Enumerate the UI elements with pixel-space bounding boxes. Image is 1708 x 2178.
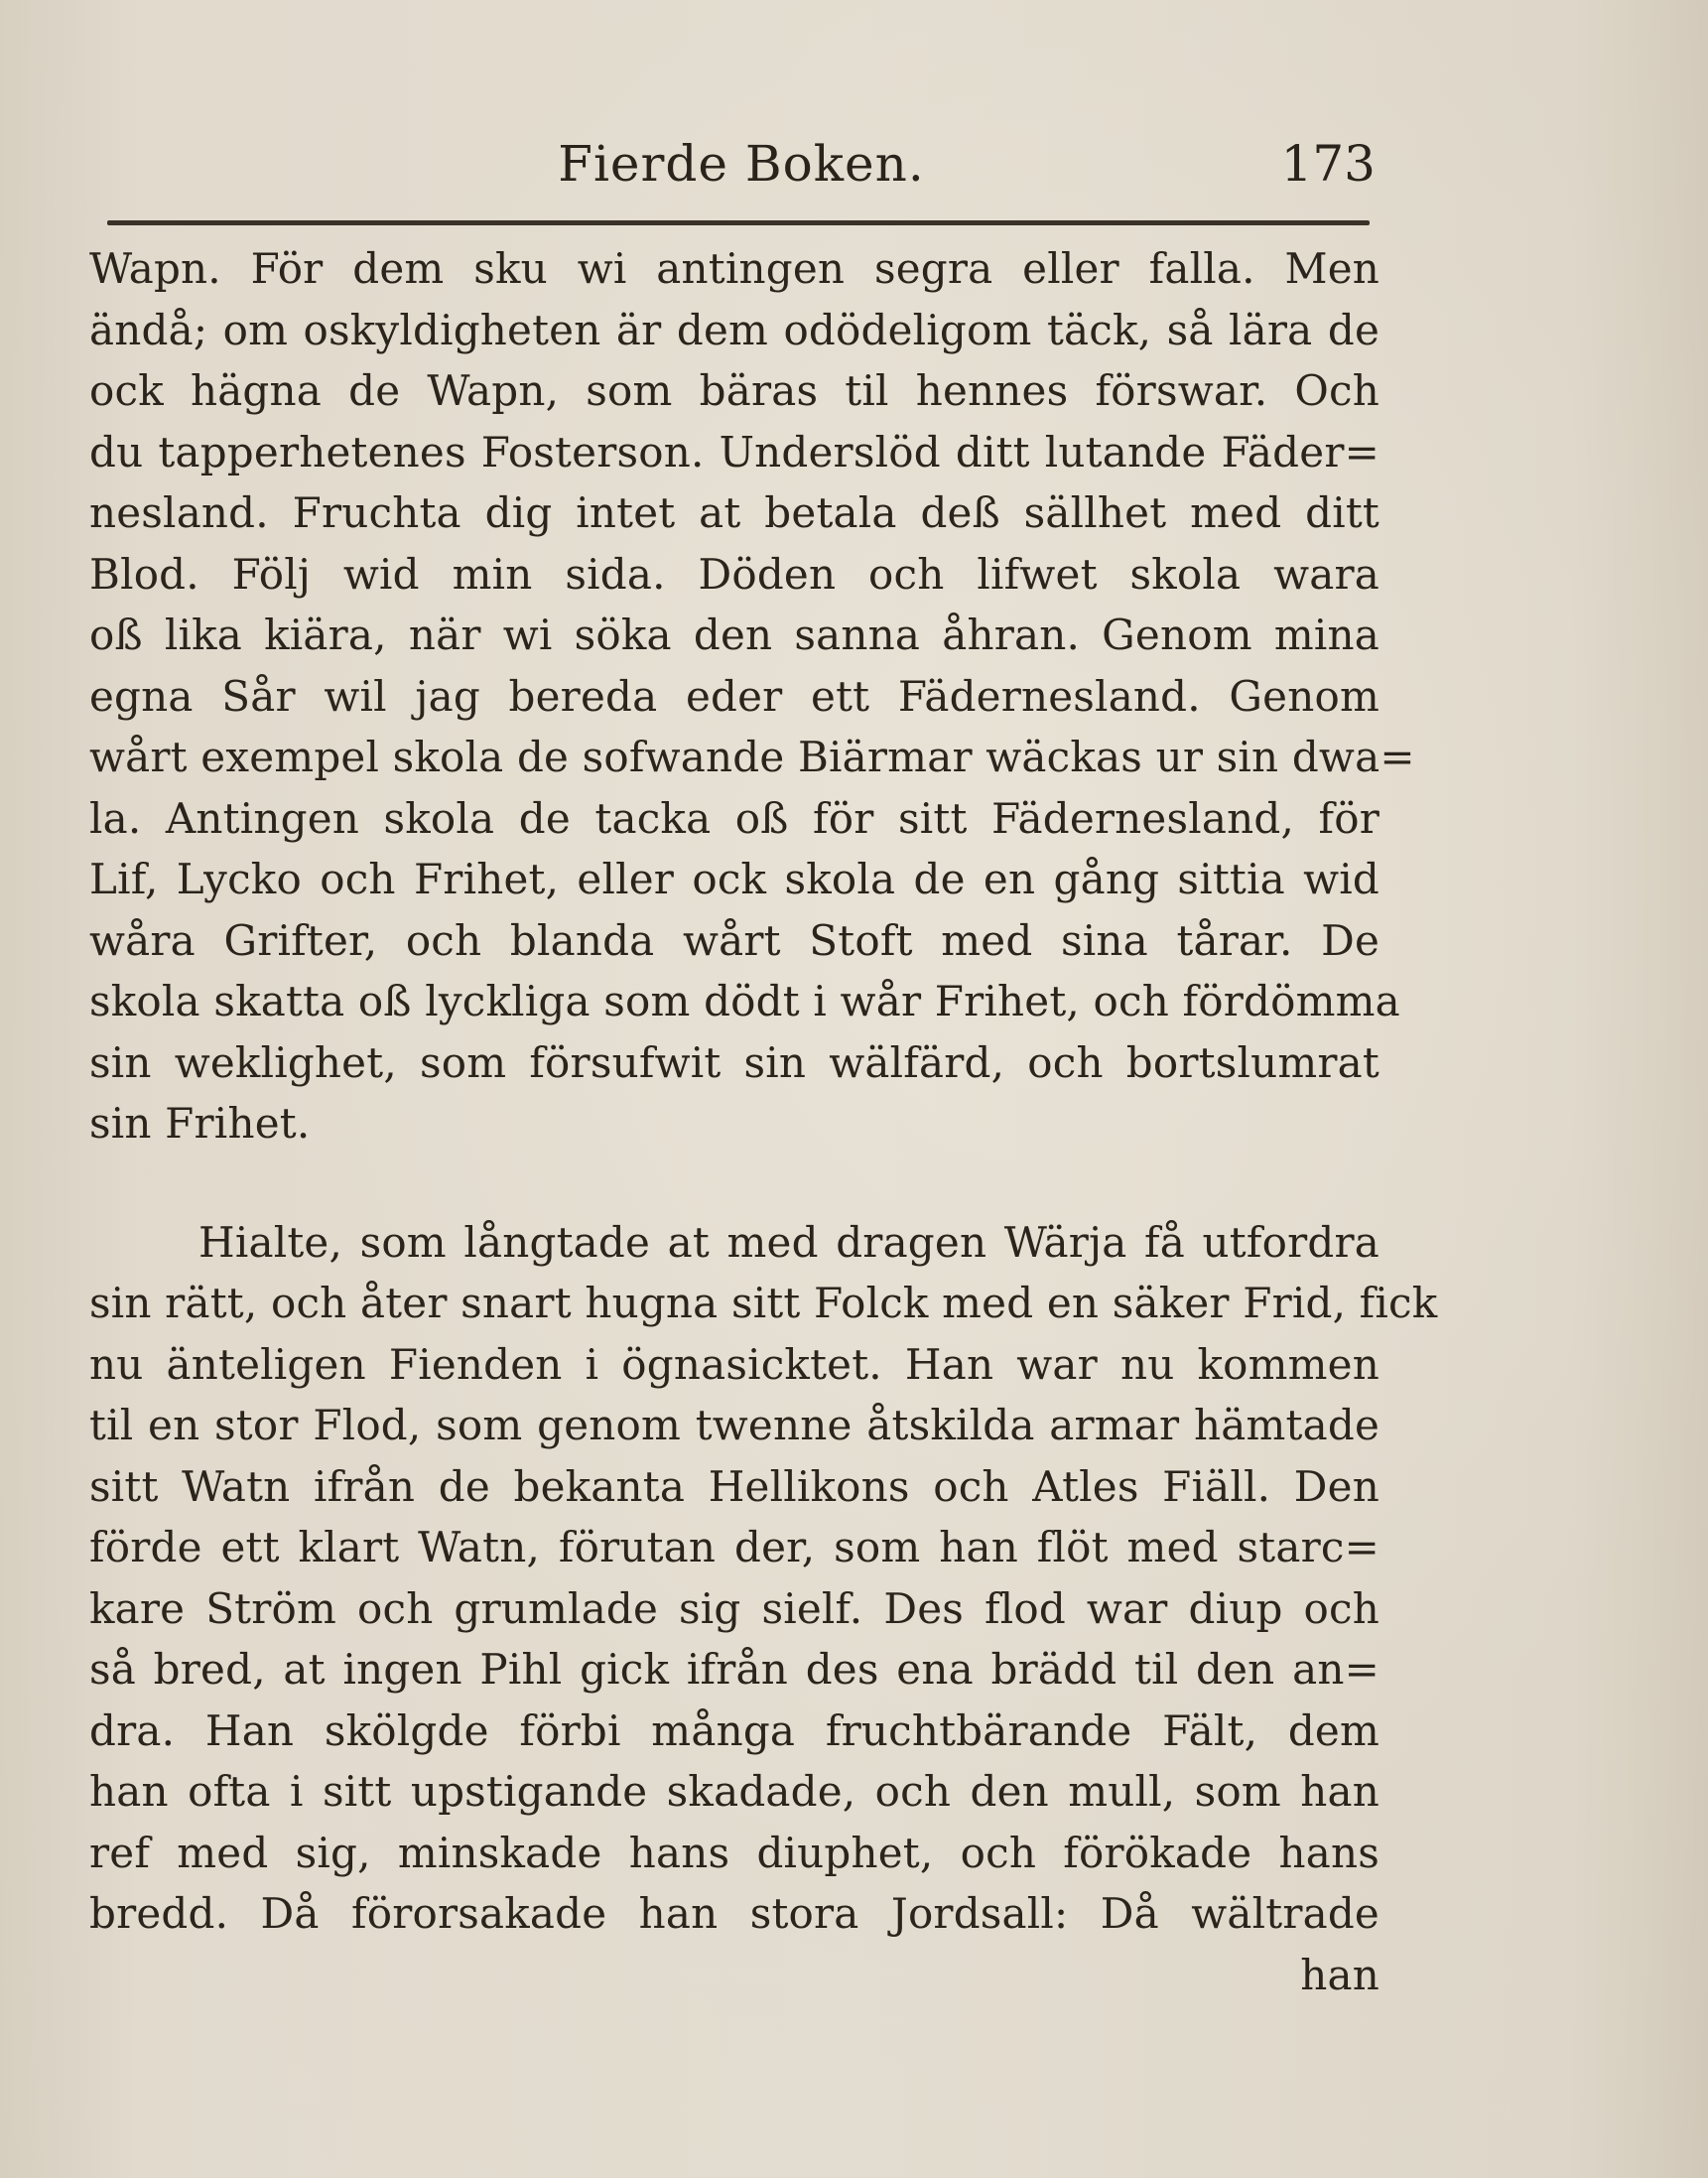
text-line: skola skatta oß lyckliga som dödt i wår Frihet, och fördömma	[89, 977, 1400, 1025]
text-line: til en stor Flod, som genom twenne åtskilda armar hämtade	[89, 1401, 1380, 1449]
text-line: Wapn. För dem sku wi antingen segra eller falla. Men	[89, 244, 1380, 293]
text-line: oß lika kiära, när wi söka den sanna åhran. Genom mina	[89, 611, 1380, 659]
text-line: sin weklighet, som försufwit sin wälfärd, och bortslumrat	[89, 1037, 1380, 1087]
text-line: la. Antingen skola de tacka oß för sitt Fädernesland, för	[89, 793, 1380, 843]
text-line: wåra Grifter, och blanda wårt Stoft med sina tårar. De	[89, 915, 1380, 965]
page-number: 173	[1280, 135, 1376, 193]
text-line: du tapperhetenes Fosterson. Underslöd ditt lutande Fäder=	[89, 427, 1380, 476]
text-line: han ofta i sitt upstigande skadade, och den mull, som han	[89, 1767, 1380, 1816]
text-line: Blod. Följ wid min sida. Döden och lifwet skola wara	[89, 549, 1380, 599]
text-line: ock hägna de Wapn, som bäras til hennes förswar. Och	[89, 366, 1380, 415]
text-line: kare Ström och grumlade sig sielf. Des flod war diup och	[89, 1583, 1380, 1633]
paragraph-1	[89, 238, 1415, 1155]
text-line: ändå; om oskyldigheten är dem odödeligom täck, så lära de	[89, 305, 1380, 354]
paragraph-2	[89, 1212, 1438, 1945]
text-line: Lif, Lycko och Frihet, eller ock skola de en gång sittia wid	[89, 855, 1380, 903]
running-head: Fierde Boken.	[558, 135, 925, 193]
header-rule	[107, 220, 1370, 225]
text-line: nesland. Fruchta dig intet at betala deß sällhet med ditt	[89, 488, 1380, 537]
text-line: wårt exempel skola de sofwande Biärmar wäckas ur sin dwa=	[89, 733, 1415, 781]
text-line: sitt Watn ifrån de bekanta Hellikons och Atles Fiäll. Den	[89, 1461, 1380, 1511]
text-line: Hialte, som långtade at med dragen Wärja få utfordra	[198, 1217, 1380, 1267]
text-line: egna Sår wil jag bereda eder ett Fädernesland. Genom	[89, 671, 1380, 721]
paragraph-gap	[89, 1155, 1380, 1212]
text-line: sin rätt, och åter snart hugna sitt Folck med en säker Frid, fick	[89, 1279, 1438, 1327]
page-header	[107, 127, 1376, 197]
text-line: ref med sig, minskade hans diuphet, och förökade hans	[89, 1828, 1380, 1877]
text-line: nu änteligen Fienden i ögnasicktet. Han war nu kommen	[89, 1339, 1380, 1389]
text-line: så bred, at ingen Pihl gick ifrån des ena brädd til den an=	[89, 1645, 1380, 1694]
text-line: sin Frihet.	[89, 1099, 311, 1148]
body-text	[89, 238, 1438, 2005]
text-line: förde ett klart Watn, förutan der, som han flöt med starc=	[89, 1523, 1380, 1571]
text-line: dra. Han skölgde förbi många fruchtbärande Fält, dem	[89, 1705, 1380, 1755]
catchword: han	[1300, 1950, 1380, 1999]
text-line: bredd. Då förorsakade han stora Jordsall: Då wältrade	[89, 1889, 1380, 1938]
